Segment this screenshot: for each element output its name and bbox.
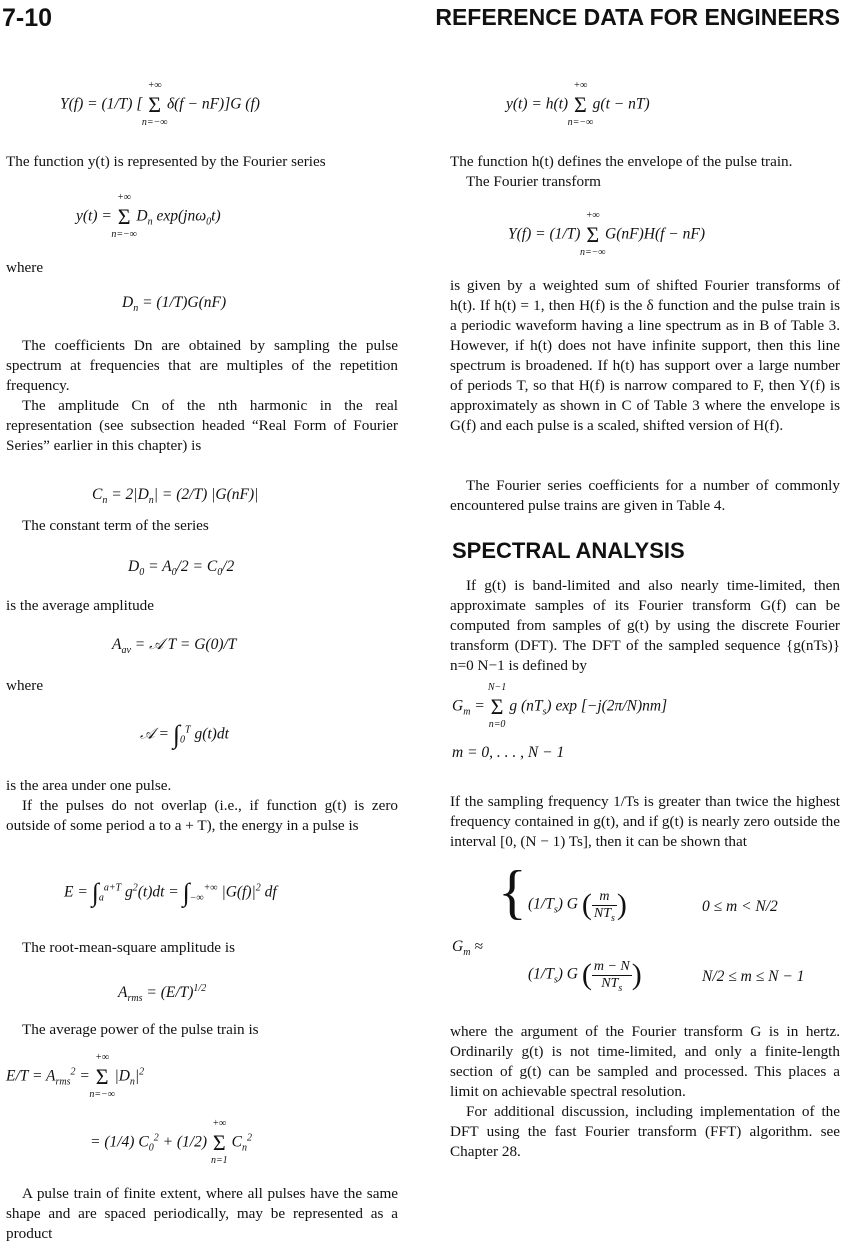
equation-yt: y(t) = h(t) Σ +∞ n=−∞ g(t − nT): [506, 80, 650, 128]
equation-approx-case2: $(1/T_s)$ G ( $\frac{m - N}{NT_s}$ ): [528, 958, 642, 994]
where-label: where: [6, 259, 44, 276]
paragraph: is given by a weighted sum of shifted Fourier transforms of h(t). If h(t) = 1, then H(f) is the δ function and the pulse train is a periodic waveform having a line spectrum as in B of Table 3. However, if h(t) does not have infinite support, then this line spectrum is broadened. If h(t) has support over a large number of periods T, so that H(f) is narrow compared to F, then Y(f) is approximately as shown in C of Table 3 where the envelope is G(f) and each pulse is a scaled, shifted version of H(f).: [450, 277, 840, 434]
equation-power: $E/T = A_{rms}^2 = \Sigma$ +∞ n=−∞ $|D_n|^2$: [6, 1052, 145, 1100]
equation-brace: {: [498, 859, 527, 925]
paragraph: where the argument of the Fourier transform G is in hertz. Ordinarily g(t) is not time-limited, and only a finite-length section of g(t) can be sampled and processed. This places a limit on achievable spectral resolution.: [450, 1023, 840, 1100]
paragraph: The function h(t) defines the envelope of the pulse train.: [450, 153, 793, 170]
equation-approx-label: $G_m$ ≈: [452, 938, 483, 959]
paragraph: The constant term of the series: [22, 517, 209, 534]
equation-dft: $G_m = \Sigma$ N−1 n=0 g $(nT_s)$ exp [−j(2π/N)nm]: [452, 682, 668, 730]
paragraph: The coefficients Dn are obtained by sampling the pulse spectrum at frequencies that are multiples of the repetition frequency.: [6, 337, 398, 394]
paragraph: For additional discussion, including implementation of the DFT using the fast Fourier transform (FFT) algorithm. see Chapter 28.: [450, 1103, 840, 1160]
paragraph: The Fourier transform: [466, 173, 601, 190]
equation-approx-case1: $(1/T_s)$ G ( $\frac{m}{NT_s}$ ): [528, 888, 627, 924]
equation-Cn: $C_n = 2|D_n| = (2/T)$ |G(nF)|: [92, 486, 259, 507]
paragraph: is the average amplitude: [6, 597, 155, 614]
equation-Arms: $A_{rms} = (E/T)^{1/2}$: [118, 982, 207, 1005]
equation-Yf-transform: Y(f) = (1/T) Σ +∞ n=−∞ G(nF)H(f − nF): [508, 210, 706, 258]
paragraph: The amplitude Cn of the nth harmonic in the real representation (see subsection headed “Real Form of Fourier Series” earlier in this chapter) is: [6, 397, 398, 454]
paragraph: The Fourier series coefficients for a number of commonly encountered pulse trains are given in Table 4.: [450, 477, 840, 514]
paragraph: If g(t) is band-limited and also nearly time-limited, then approximate samples of its Fourier transform G(f) can be computed from samples of g(t) by using the discrete Fourier transform (DFT). The DFT of the sampled sequence {g(nTs)} n=0 N−1 is defined by: [450, 577, 840, 674]
paragraph: If the pulses do not overlap (i.e., if function g(t) is zero outside of some period a to a + T), the energy in a pulse is: [6, 797, 398, 834]
equation-Yf: Y(f) = (1/T) [ Σ +∞ n=−∞ δ(f − nF)]G (f): [60, 80, 260, 128]
equation-D0: $D_0 = A_0/2 = C_0/2$: [128, 558, 235, 579]
equation-area: 𝒜 = $\int_0^T$ g(t)dt: [140, 720, 229, 749]
running-title: REFERENCE DATA FOR ENGINEERS: [435, 4, 840, 30]
equation-approx-range1: 0 ≤ m < N/2: [702, 898, 778, 915]
equation-power-2: = (1/4) $C_0^2 + (1/2)$ Σ +∞ n=1 $C_n^2$: [90, 1118, 252, 1166]
paragraph: A pulse train of finite extent, where all pulses have the same shape and are spaced periodically, may be represented as a product: [6, 1185, 398, 1242]
page-number: 7-10: [2, 4, 53, 32]
equation-fourier-series: y(t) = Σ +∞ n=−∞ $D_n$ exp(jnω$_0$t): [76, 192, 221, 240]
where-label: where: [6, 677, 44, 694]
equation-Dn: $D_n = (1/T)G(nF)$: [122, 294, 227, 315]
paragraph: The average power of the pulse train is: [22, 1021, 259, 1038]
page-header: [0, 4, 846, 34]
paragraph: The root-mean-square amplitude is: [22, 939, 235, 956]
paragraph: If the sampling frequency 1/Ts is greater than twice the highest frequency contained in g(t), and if g(t) is nearly zero outside the interval [0, (N − 1) Ts], then it can be shown that: [450, 793, 840, 850]
equation-approx-range2: N/2 ≤ m ≤ N − 1: [702, 968, 805, 985]
equation-energy: $E = \int_a^{a+T}$ $g^2(t)dt = \int_{-\infty}^{+\infty}$ $|G(f)|^2$ df: [64, 878, 277, 907]
section-heading: SPECTRAL ANALYSIS: [452, 538, 685, 563]
paragraph: The function y(t) is represented by the Fourier series: [6, 153, 326, 170]
equation-Aav: $A_{av}$ = 𝒜 T = G(0)/T: [112, 636, 237, 657]
equation-m-range: m = 0, . . . , N − 1: [452, 744, 565, 761]
paragraph: is the area under one pulse.: [6, 777, 172, 794]
